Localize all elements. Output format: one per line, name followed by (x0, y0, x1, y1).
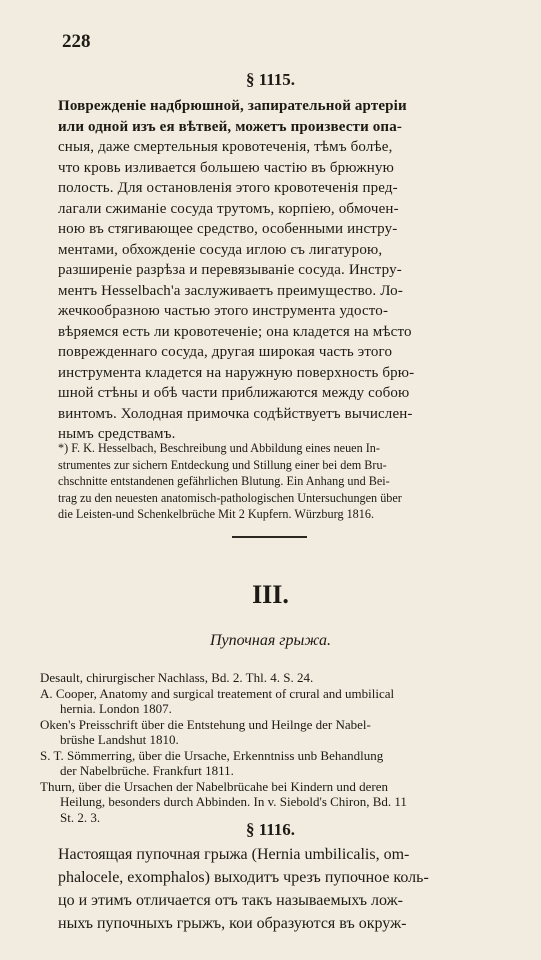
reference-line: der Nabelbrüche. Frankfurt 1811. (60, 763, 234, 778)
reference-line: St. 2. 3. (60, 809, 101, 825)
footnote (58, 440, 518, 523)
reference-line: brüshe Landshut 1810. (60, 732, 179, 747)
paragraph-1115 (58, 96, 518, 445)
footnote-line: *) F. K. Hesselbach, Beschreibung und Abbildung eines neuen In- (58, 441, 380, 455)
section-heading-1115: § 1115. (245, 70, 296, 89)
footnote-line: chschnitte entstandenen gefährlichen Blutung. Ein Anhang und Bei- (58, 474, 390, 488)
text-line: ною въ стягивающее средство, особенными инстру- (58, 221, 398, 237)
text-line: или одной изъ ея вѣтвей, можетъ произвести опа- (58, 118, 402, 135)
text-line: шной стѣны и обѣ части приближаются между собою (58, 385, 410, 401)
text-line: лагали сжиманіе сосуда трутомъ, корпіею, обмочен- (58, 200, 399, 217)
text-line: жечкообразною частью этого инструмента удосто- (58, 303, 389, 319)
text-line: цо и этимъ отличается отъ такъ называемыхъ лож- (58, 892, 403, 909)
text-line: полость. Для остановленія этого кровотеченія пред- (58, 180, 398, 196)
footnote-line: strumentes zur sichern Entdeckung und Stillung einer bei dem Bru- (58, 457, 387, 472)
text-line: что кровь изливается большею частію въ брюжную (58, 159, 394, 176)
footnote-line: die Leisten-und Schenkelbrüche Mit 2 Kupfern. Würzburg 1816. (58, 507, 375, 521)
part-numeral: III. (252, 580, 289, 609)
reference-list (40, 670, 520, 825)
text-line: Поврежденіе надбрюшной, запирательной артеріи (58, 98, 407, 114)
text-line: сныя, даже смертельныя кровотеченія, тѣмъ болѣе, (58, 139, 393, 155)
paragraph-1116 (58, 843, 528, 935)
text-line: инструмента кладется на наружную поверхность брю- (58, 364, 415, 381)
reference-line: Desault, chirurgischer Nachlass, Bd. 2. Thl. 4. S. 24. (40, 670, 314, 685)
page-number: 228 (62, 31, 91, 52)
footnote-line: trag zu den neuesten anatomisch-pathologischen Untersuchungen über (58, 490, 402, 505)
text-line: винтомъ. Холодная примочка содѣйствуетъ вычислен- (58, 405, 413, 422)
chapter-subtitle: Пупочная грыжа. (210, 632, 331, 649)
text-line: ментами, обхожденіе сосуда иглою съ лигатурою, (58, 241, 383, 258)
text-line: поврежденнаго сосуда, другая широкая часть этого (58, 344, 393, 360)
text-line: нымъ средствамъ. (58, 426, 176, 442)
text-line: вѣряемся есть ли кровотеченіе; она кладется на мѣсто (58, 323, 412, 340)
reference-line: S. T. Sömmerring, über die Ursache, Erkenntniss unb Behandlung (40, 747, 384, 763)
reference-line: Thurn, über die Ursachen der Nabelbrüсahe bei Kindern und deren (40, 778, 388, 794)
section-heading-1116: § 1116. (245, 820, 296, 839)
text-line: ментъ Hesselbach'а заслуживаетъ преимущество. Ло- (58, 282, 403, 299)
reference-line: Heilung, besonders durch Abbinden. In v. Siebold's Chiron, Bd. 11 (60, 794, 407, 809)
reference-line: Oken's Preisschrift über die Entstehung und Heilnge der Nabel- (40, 716, 371, 732)
reference-line: hernia. London 1807. (60, 701, 172, 716)
reference-line: A. Cooper, Anatomy and surgical treatement of crural and umbilical (40, 685, 395, 701)
text-line: Настоящая пупочная грыжа (Hernia umbilicalis, om- (58, 846, 410, 863)
text-line: ныхъ пупочныхъ грыжъ, кои образуются въ окруж- (58, 915, 407, 932)
text-line: разширеніе разрѣза и перевязываніе сосуда. Инстру- (58, 262, 402, 278)
text-line: phalocele, exomphalos) выходитъ чрезъ пупочное коль- (58, 869, 429, 886)
section-divider (232, 536, 307, 538)
